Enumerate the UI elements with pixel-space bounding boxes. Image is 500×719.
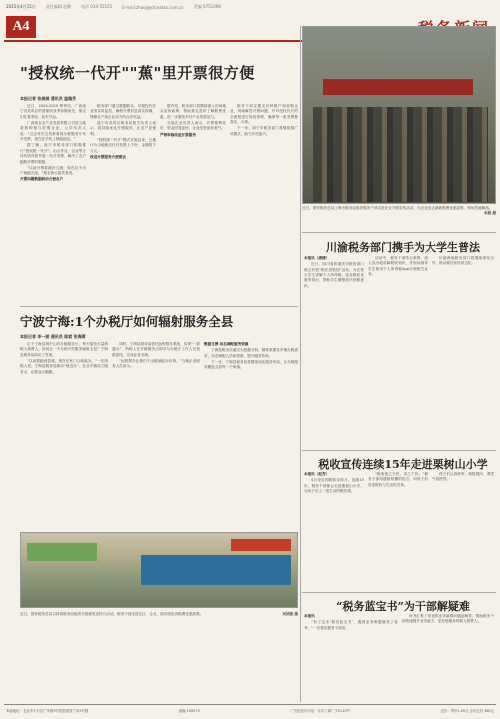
photo-banner-red — [231, 539, 291, 551]
article-right2-column-2 — [368, 472, 428, 590]
designer-info: 美编 0751098 — [193, 4, 221, 9]
paragraph: “授权统一代开”模式实施以来，已累计为当地蕉农代开发票上千份，金额数千万元。 — [90, 138, 156, 153]
article-right2-headline: 税收宣传连续15年走进栗树山小学 — [318, 458, 488, 471]
paragraph: 4月是全国税收宣传月。连续15年，税务干部都会走进栗树山小学，为孩子们上一堂生动的税收课。 — [304, 478, 364, 494]
bottom-news-photo — [20, 532, 298, 608]
top-info-bar — [6, 2, 494, 12]
bottom-photo-caption — [20, 612, 298, 617]
editor-info: 责任编辑 赵静 — [45, 4, 72, 9]
paragraph: 宁海县税务局通过大数据分析，精准掌握各乡镇办税需求，动态调配人员和资源，提升服务效率。 — [204, 348, 298, 358]
column-divider — [300, 26, 301, 702]
article1-subhead-1: 开票问题数据联动方便农户 — [20, 177, 64, 182]
paragraph: 据了解，南宁市税务部门积极推行“授权统一代开”，由合作社、企业等主体代收货款并统一代开发票，解决了农户跑路开票的难题。 — [20, 143, 86, 164]
article1-column-1 — [20, 104, 86, 304]
article2-headline: 宁波宁海:1个办税厅如何辐射服务全县 — [20, 314, 234, 329]
page-footer — [4, 704, 496, 716]
issue-date: 2025年4月15日 — [6, 4, 36, 9]
article2-column-1 — [20, 342, 108, 528]
top-news-photo — [302, 26, 496, 204]
caption-text: 近日，国家税务总局吉林省税务局组织开展税收宣传月活动，税务干部走进社区、企业，面对面宣讲税费优惠政策。 — [20, 612, 204, 616]
article-right3-byline: 本报讯 — [304, 614, 315, 618]
paragraph: 税务干部定期走访种植户和收购企业，现场解答开票问题，并对授权代开的全流程进行规范管理，确保每一张发票都真实、合规。 — [230, 104, 298, 125]
paragraph: 下一步，宁海县税务局将继续优化服务布局，让办税服务覆盖全县每一个角落。 — [204, 359, 298, 370]
article1-subhead-2: 改进开票服务方便蕉农 — [90, 155, 126, 160]
paragraph: 活动中，税务干部结合案例，深入浅出地讲解税收知识，并现场指导学生使用个人所得税App办理相关业务。 — [368, 256, 428, 277]
article2-subhead-1: 数据支撑 动态调配服务资源 — [204, 342, 249, 346]
paragraph: 同时，宁海县税务局依托远程帮办系统，实现“一屏通办”，纳税人在乡镇服务点即可与办税厅工作人员视频连线，完成业务办理。 — [112, 342, 200, 357]
photo-plaque — [141, 555, 291, 585]
paragraph: 下一步，南宁市税务部门将继续推广该模式，助力乡村振兴。 — [230, 126, 298, 136]
paragraph: 据介绍，税务部门将继续深入田间地头宣传政策，帮助蕉农及时了解税费优惠，进一步激发乡村产业发展活力。 — [160, 104, 226, 119]
paragraph: 位于宁海县城中心的办税服务厅，每天接待大量纳税人缴费人。如何让一个办税厅的服务辐射全县？宁海县税务局给出了答案。 — [20, 342, 108, 357]
article-right1-column-2 — [368, 256, 428, 446]
phone-info: 电话 010-55525 — [81, 4, 113, 9]
paragraph: 广西某农业产业发展有限公司是当地香蕉种植与收购企业，公司负责人说：“过去每次交易都要到办税服务厅代开发票，现在在手机上就能搞定。” — [20, 121, 86, 142]
article1-subhead-3: 严格审核改进开票服务 — [160, 132, 196, 137]
footer-price: 定价：每份1.00元 全年定价 360元 — [440, 709, 494, 713]
paragraph: 南宁市武鸣区税务局相关负责人表示，将持续优化开票服务，让农户更便利。 — [90, 121, 156, 136]
footer-address: 本版地址：北京市丰台区广安路9号国投财富广场3号楼 — [6, 709, 89, 713]
article-right2-column-3 — [432, 472, 494, 590]
article2-column-2 — [112, 342, 200, 528]
paragraph: 近日，2024-2025 榨季初，广西南宁市武鸣区的香蕉收获季如期而至，蕉农们忙着采收、装车外运。 — [20, 104, 86, 119]
footer-postcode: 邮编 100073 — [178, 709, 200, 713]
paragraph: “以前要跑到县城，现在在家门口就能办。”一位纳税人说。宁海县税务局推动“就近办”，在各乡镇设立服务点，让群众少跑腿。 — [20, 359, 108, 374]
article1-byline: 本报记者 张娟娟 通讯员 温璇芳 — [20, 96, 77, 101]
paragraph: 当地企业负责人表示，开票便利化后，资金回笼更快，企业经营更有底气。 — [160, 121, 226, 131]
article1-column-3 — [160, 104, 226, 304]
caption-credit: 李晨 摄 — [483, 211, 496, 215]
article-right3-column-1 — [304, 614, 398, 702]
paragraph: “有了这本‘税务蓝宝书’，遇到业务难题就有了参考。”一位基层税务干部说。 — [304, 620, 398, 630]
paragraph: 税务部门通过数据联动，对授权代开业务实时监控，确保开票信息真实准确，保障农户和企业双方的合法权益。 — [90, 104, 156, 119]
article1-column-2 — [90, 104, 156, 304]
article-right3-headline: “税务蓝宝书”为干部解疑难 — [336, 600, 470, 613]
paragraph: 川渝两地税务部门将继续深化合作，推动税法宣传常态化。 — [432, 256, 494, 266]
top-photo-caption — [302, 206, 496, 216]
email-info: E-mail:zhaoj@chinatax.com.cn — [122, 4, 184, 10]
article1-column-4 — [230, 104, 298, 304]
article1-headline: "授权统一代开""蕉"里开票很方便 — [20, 64, 255, 82]
article-right1-byline: 本报讯（唐清） — [304, 256, 330, 260]
paragraph: 孩子们认真聆听，积极提问，课堂气氛热烈。 — [432, 472, 494, 482]
paragraph: 该书汇集了常见的业务疑难问题及解答，帮助税务干部快速提升业务能力，更好地服务纳税人缴费人。 — [402, 614, 494, 624]
paragraph: 近日，四川省和重庆市税务部门联合开展“税法进校园”活动，为在校大学生讲解个人所得税、创业税收优惠等知识，帮助学生增强依法纳税意识。 — [304, 262, 364, 288]
article-right2-column-1 — [304, 472, 364, 590]
divider — [20, 306, 298, 307]
article2-byline: 本报记者 李一丽 通讯员 陈斌 张海蓉 — [20, 334, 86, 339]
article-right1-column-3 — [432, 256, 494, 446]
article-right2-byline: 本报讯（赵芳） — [304, 472, 330, 476]
footer-license: 广告经营许可证：京丰工商广字0110号 — [290, 709, 350, 713]
article-right1-column-1 — [304, 256, 364, 446]
page-number: A4 — [6, 16, 36, 38]
photo-banner — [323, 79, 473, 95]
article2-column-3 — [204, 342, 298, 528]
divider — [302, 592, 496, 593]
caption-credit: 刘国强 摄 — [282, 612, 298, 616]
article-right1-headline: 川渝税务部门携手为大学生普法 — [326, 241, 480, 254]
paragraph: “税收取之于民，用之于民。”税务干部用通俗易懂的语言，向孩子们讲述税收与生活的关系。 — [368, 472, 428, 487]
paragraph: “以前开票要跑好几趟，现在足不出户就能完成。”蕉农黄大姐笑着说。 — [20, 165, 86, 176]
paragraph: “远程帮办让我们不出镇就能办好事。”当地企业财务人员表示。 — [112, 359, 200, 369]
photo-sign — [27, 543, 97, 561]
caption-text: 近日，国家税务总局上海市税务局组织税务干部走进企业开展宣传活动，为企业送去最新税费优惠政策，现场答疑解惑。 — [302, 206, 493, 210]
divider — [302, 450, 496, 451]
divider — [302, 232, 496, 233]
article-right3-column-2 — [402, 614, 494, 702]
photo-people — [313, 107, 488, 202]
